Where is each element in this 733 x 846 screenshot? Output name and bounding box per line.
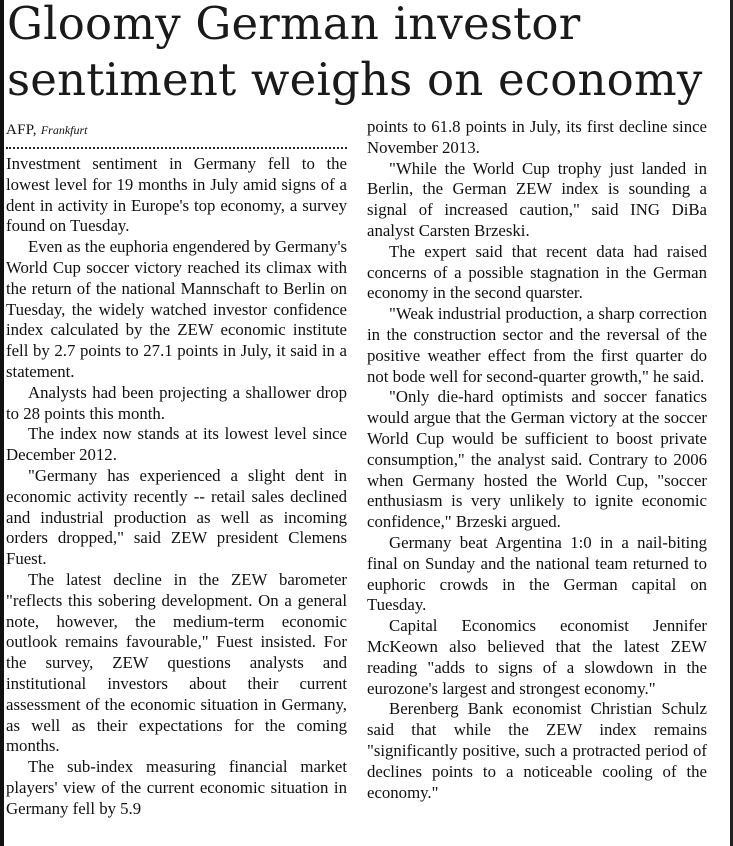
paragraph: Capital Economics economist Jennifer McKeown also believed that the latest ZEW reading "adds to signs of a slowdown in the eurozone's largest and strongest economy." bbox=[367, 616, 707, 698]
paragraph: "Germany has experienced a slight dent in economic activity recently -- retail sales declined and industrial production as well as incoming orders dropped," said ZEW president Clemens Fuest. bbox=[6, 465, 347, 569]
paragraph: Germany beat Argentina 1:0 in a nail-biting final on Sunday and the national team returned to euphoric crowds in the German capital on Tuesday. bbox=[367, 532, 707, 615]
paragraph: Berenberg Bank economist Christian Schulz said that while the ZEW index remains "significantly positive, such a protracted period of declines points to a noticeable cooling of the economy." bbox=[367, 699, 707, 802]
paragraph: The expert said that recent data had raised concerns of a possible stagnation in the German economy in the second quarster. bbox=[367, 241, 707, 303]
byline-agency: AFP, bbox=[6, 122, 37, 138]
paragraph: points to 61.8 points in July, its first decline since November 2013. bbox=[367, 117, 707, 157]
paragraph: "Weak industrial production, a sharp correction in the construction sector and the reversal of the positive weather effect from the first quarter do not bode well for second-quarter growth," he said. bbox=[367, 304, 707, 386]
paragraph: The latest decline in the ZEW barometer "reflects this sobering development. On a general note, however, the medium-term economic outlook remains favourable," Fuest insisted. For the survey, ZEW questions analysts and institutional investors about their current assessment of the economic situation in Germany, as well as their expectations for the coming months. bbox=[6, 569, 347, 756]
article-column-left bbox=[6, 117, 347, 820]
headline bbox=[7, 0, 723, 108]
paragraph: Investment sentiment in Germany fell to the lowest level for 19 months in July amid signs of a dent in activity in Europe's top economy, a survey found on Tuesday. bbox=[6, 154, 347, 236]
paragraph: The sub-index measuring financial market players' view of the current economic situation in Germany fell by 5.9 bbox=[6, 757, 347, 818]
headline-line-1: Gloomy German investor bbox=[7, 0, 581, 50]
article-column-right bbox=[367, 117, 707, 803]
paragraph: "Only die-hard optimists and soccer fanatics would argue that the German victory at the soccer World Cup would be sufficient to boost private consumption," the analyst said. Contrary to 2006 when Germany hosted the World Cup, "soccer enthusiasm is very unlikely to ignite economic confidence," Brzeski argued. bbox=[367, 387, 707, 532]
byline-city: Frankfurt bbox=[40, 123, 88, 137]
byline bbox=[6, 117, 347, 138]
page-edge-rule bbox=[0, 0, 4, 846]
headline-line-2: sentiment weighs on economy bbox=[7, 53, 703, 106]
paragraph: Analysts had been projecting a shallower drop to 28 points this month. bbox=[6, 382, 347, 423]
dotted-divider bbox=[6, 147, 347, 149]
paragraph: "While the World Cup trophy just landed in Berlin, the German ZEW index is sounding a signal of increased caution," said ING DiBa analyst Carsten Brzeski. bbox=[367, 158, 707, 240]
paragraph: The index now stands at its lowest level since December 2012. bbox=[6, 424, 347, 465]
paragraph: Even as the euphoria engendered by Germany's World Cup soccer victory reached its climax with the return of the national Mannschaft to Berlin on Tuesday, the widely watched investor confidence index calculated by the ZEW economic institute fell by 2.7 points to 27.1 points in July, it said in a statement. bbox=[6, 237, 347, 381]
